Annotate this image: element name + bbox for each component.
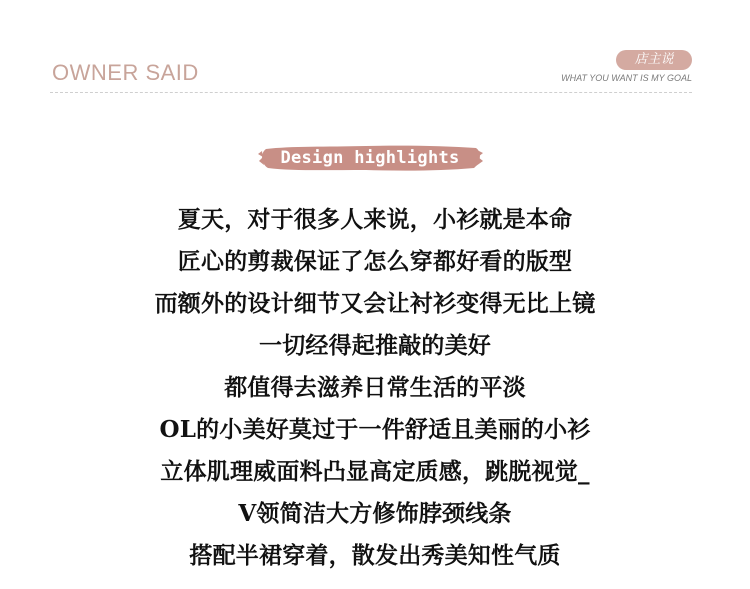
copy-line: 而额外的设计细节又会让衬衫变得无比上镜	[154, 290, 596, 317]
header-badge-group	[560, 50, 692, 90]
copy-line: 一切经得起推敲的美好	[259, 332, 491, 359]
copy-line: 搭配半裙穿着，散发出秀美知性气质	[189, 542, 561, 569]
copy-line: V领简洁大方修饰脖颈线条	[238, 500, 512, 527]
copy-line: 匠心的剪裁保证了怎么穿都好看的版型	[177, 248, 573, 275]
store-owner-badge: 店主说	[616, 50, 692, 70]
section-title: OWNER SAID	[52, 60, 199, 85]
design-highlights-banner	[256, 142, 484, 174]
banner-label: Design highlights	[280, 148, 460, 168]
copy-line: 都值得去滋养日常生活的平淡	[224, 374, 526, 401]
copy-line: 夏天，对于很多人来说，小衫就是本命	[177, 206, 573, 233]
copy-line: 立体肌理威面料凸显高定质感，跳脱视觉_	[160, 458, 590, 485]
header-tagline: WHAT YOU WANT IS MY GOAL	[561, 73, 692, 83]
dashed-divider	[50, 92, 692, 93]
copy-line: OL的小美好莫过于一件舒适且美丽的小衫	[159, 416, 591, 443]
copy-block	[0, 199, 750, 577]
